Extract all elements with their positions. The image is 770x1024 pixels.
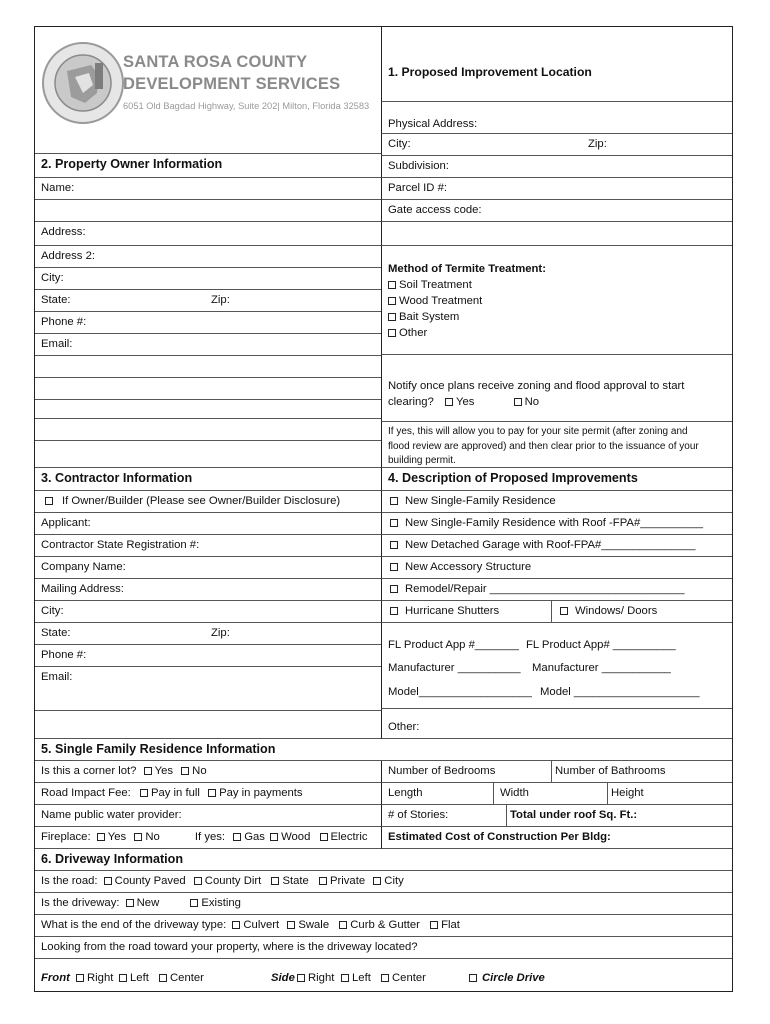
fuel-electric[interactable]: Electric — [320, 831, 368, 843]
checkbox-icon[interactable] — [297, 974, 305, 982]
notify-no-option[interactable]: No — [514, 396, 539, 408]
road-type-row: Is the road: County Paved County Dirt State Private City — [35, 871, 732, 893]
fuel-gas[interactable]: Gas — [233, 831, 265, 843]
email-label: Email: — [41, 338, 73, 350]
improvement-remodel[interactable]: Remodel/Repair _______________________________ — [381, 579, 732, 601]
front-left[interactable]: Left — [119, 971, 149, 985]
impact-fee-row: Road Impact Fee: Pay in full Pay in payments — [35, 783, 381, 805]
checkbox-icon[interactable] — [270, 833, 278, 841]
zip-label: Zip: — [211, 294, 230, 306]
checkbox-icon[interactable] — [287, 921, 295, 929]
driveway-location-question: Looking from the road toward your property, where is the driveway located? — [35, 937, 732, 959]
checkbox-icon[interactable] — [388, 281, 396, 289]
owner-blank-row[interactable] — [35, 378, 381, 400]
model-1[interactable]: Model__________________ — [388, 686, 532, 698]
end-curb-gutter[interactable]: Curb & Gutter — [339, 919, 420, 931]
fl-product-app-2[interactable]: FL Product App# __________ — [526, 639, 676, 651]
section2-title: 2. Property Owner Information — [35, 154, 381, 178]
bathrooms-field[interactable]: Number of Bathrooms — [555, 765, 666, 777]
checkbox-icon[interactable] — [390, 563, 398, 571]
org-name-line2: DEVELOPMENT SERVICES — [123, 75, 341, 93]
width-field[interactable]: Width — [500, 787, 529, 799]
org-name-line1: SANTA ROSA COUNTY — [123, 53, 308, 71]
checkbox-icon[interactable] — [181, 767, 189, 775]
road-county-dirt[interactable]: County Dirt — [194, 875, 262, 887]
corner-lot-row: Is this a corner lot? Yes No — [35, 761, 381, 783]
pay-payments-option[interactable]: Pay in payments — [208, 787, 303, 799]
cell-divider — [493, 783, 494, 804]
checkbox-icon[interactable] — [390, 497, 398, 505]
city-label: City: — [388, 138, 411, 150]
contractor-city-field[interactable]: City: — [35, 601, 381, 623]
height-field[interactable]: Height — [611, 787, 644, 799]
checkbox-icon[interactable] — [320, 833, 328, 841]
improvement-shutters[interactable]: Hurricane Shutters — [388, 604, 499, 618]
checkbox-icon[interactable] — [390, 607, 398, 615]
owner-address2-field[interactable] — [35, 246, 381, 268]
gate-code-field[interactable] — [381, 200, 732, 222]
checkbox-icon[interactable] — [144, 767, 152, 775]
location-blank-row[interactable] — [381, 222, 732, 246]
owner-blank-row[interactable] — [35, 356, 381, 378]
checkbox-icon[interactable] — [339, 921, 347, 929]
location-city-zip-field[interactable] — [381, 134, 732, 156]
checkbox-icon[interactable] — [134, 833, 142, 841]
checkbox-icon[interactable] — [232, 921, 240, 929]
improvement-other-field[interactable]: Other: — [381, 709, 732, 739]
road-county-paved[interactable]: County Paved — [104, 875, 186, 887]
manufacturer-1[interactable]: Manufacturer __________ — [388, 662, 521, 674]
parcel-id-label: Parcel ID #: — [388, 182, 448, 194]
length-field[interactable]: Length — [388, 787, 423, 799]
road-city[interactable]: City — [373, 875, 403, 887]
fireplace-row: Fireplace: Yes No If yes: Gas Wood Electric — [35, 827, 381, 849]
section3-title: 3. Contractor Information — [35, 468, 381, 491]
name-label: Name: — [41, 182, 75, 194]
notify-line2: clearing? Yes No — [388, 396, 540, 408]
owner-builder-option[interactable]: If Owner/Builder (Please see Owner/Builder Disclosure) — [35, 491, 381, 513]
checkbox-icon[interactable] — [319, 877, 327, 885]
checkbox-icon[interactable] — [194, 877, 202, 885]
checkbox-icon[interactable] — [390, 585, 398, 593]
checkbox-icon[interactable] — [514, 398, 522, 406]
physical-address-field[interactable] — [381, 102, 732, 134]
checkbox-icon[interactable] — [341, 974, 349, 982]
owner-blank-row[interactable] — [35, 400, 381, 419]
termite-option-bait[interactable]: Bait System — [388, 310, 459, 324]
cell-divider — [607, 783, 608, 804]
applicant-field[interactable]: Applicant: — [35, 513, 381, 535]
contractor-state-zip-field[interactable]: State: Zip: — [35, 623, 381, 645]
registration-field[interactable]: Contractor State Registration #: — [35, 535, 381, 557]
road-state[interactable]: State — [271, 875, 308, 887]
checkbox-icon[interactable] — [430, 921, 438, 929]
mailing-field[interactable]: Mailing Address: — [35, 579, 381, 601]
checkbox-icon[interactable] — [560, 607, 568, 615]
checkbox-icon[interactable] — [190, 899, 198, 907]
sqft-field[interactable]: Total under roof Sq. Ft.: — [510, 809, 638, 821]
section4-title: 4. Description of Proposed Improvements — [381, 468, 732, 491]
phone-label: Phone #: — [41, 316, 87, 328]
zip-label: Zip: — [588, 138, 607, 150]
manufacturer-2[interactable]: Manufacturer ___________ — [532, 662, 671, 674]
driveway-location-row — [35, 959, 732, 991]
owner-blank-row[interactable] — [35, 200, 381, 222]
gate-code-label: Gate access code: — [388, 204, 482, 216]
front-right[interactable]: Right — [76, 971, 113, 985]
product-approval-box — [381, 623, 732, 709]
owner-blank-row[interactable] — [35, 441, 381, 468]
section1-title: 1. Proposed Improvement Location — [381, 27, 732, 102]
model-2[interactable]: Model ____________________ — [540, 686, 700, 698]
company-field[interactable]: Company Name: — [35, 557, 381, 579]
notify-box — [381, 355, 732, 422]
cell-divider — [506, 805, 507, 826]
cell-divider — [551, 601, 552, 622]
end-culvert[interactable]: Culvert — [232, 919, 279, 931]
checkbox-icon[interactable] — [388, 297, 396, 305]
stories-row — [381, 805, 732, 827]
notify-yes-option[interactable]: Yes — [445, 396, 474, 408]
physical-address-label: Physical Address: — [388, 118, 478, 130]
checkbox-icon[interactable] — [390, 519, 398, 527]
improvement-shutters-row — [381, 601, 732, 623]
checkbox-icon[interactable] — [445, 398, 453, 406]
checkbox-icon[interactable] — [469, 974, 477, 982]
improvement-windows[interactable]: Windows/ Doors — [558, 604, 657, 618]
driveway-existing[interactable]: Existing — [190, 897, 241, 909]
side-center[interactable]: Center — [381, 971, 426, 985]
notify-line1: Notify once plans receive zoning and flood approval to start — [388, 380, 685, 392]
checkbox-icon[interactable] — [126, 899, 134, 907]
fireplace-no[interactable]: No — [134, 831, 159, 843]
checkbox-icon[interactable] — [104, 877, 112, 885]
section5-title: 5. Single Family Residence Information — [35, 739, 732, 761]
fuel-wood[interactable]: Wood — [270, 831, 310, 843]
end-swale[interactable]: Swale — [287, 919, 329, 931]
corner-yes[interactable]: Yes — [144, 765, 173, 777]
estimated-cost-field[interactable]: Estimated Cost of Construction Per Bldg: — [381, 827, 732, 849]
pay-full-option[interactable]: Pay in full — [140, 787, 200, 799]
fireplace-yes[interactable]: Yes — [97, 831, 126, 843]
state-label: State: — [41, 294, 71, 306]
dimensions-row — [381, 783, 732, 805]
driveway-status-row: Is the driveway: New Existing — [35, 893, 732, 915]
permit-form — [34, 26, 733, 992]
address-label: Address: — [41, 226, 86, 238]
stories-field[interactable]: # of Stories: — [388, 809, 449, 821]
contractor-phone-field[interactable]: Phone #: — [35, 645, 381, 667]
checkbox-icon[interactable] — [45, 497, 53, 505]
notify-note: If yes, this will allow you to pay for your site permit (after zoning and flood review are approved) and then clear prior to the issuance of your building permit. — [381, 422, 732, 468]
improvement-single-family-roof[interactable]: New Single-Family Residence with Roof -FPA#__________ — [381, 513, 732, 535]
checkbox-icon[interactable] — [233, 833, 241, 841]
checkbox-icon[interactable] — [388, 329, 396, 337]
checkbox-icon[interactable] — [390, 541, 398, 549]
termite-treatment-box — [381, 246, 732, 355]
front-label: Front — [41, 972, 70, 984]
checkbox-icon[interactable] — [140, 789, 148, 797]
owner-phone-field[interactable] — [35, 312, 381, 334]
checkbox-icon[interactable] — [271, 877, 279, 885]
road-private[interactable]: Private — [319, 875, 365, 887]
contractor-email-field[interactable]: Email: — [35, 667, 381, 711]
org-address: 6051 Old Bagdad Highway, Suite 202| Milton, Florida 32583 — [123, 101, 370, 111]
checkbox-icon[interactable] — [97, 833, 105, 841]
section6-title: 6. Driveway Information — [35, 849, 732, 871]
corner-no[interactable]: No — [181, 765, 206, 777]
owner-address-field[interactable] — [35, 222, 381, 246]
checkbox-icon[interactable] — [76, 974, 84, 982]
improvement-garage[interactable]: New Detached Garage with Roof-FPA#_______________ — [381, 535, 732, 557]
checkbox-icon[interactable] — [381, 974, 389, 982]
owner-state-zip-field[interactable] — [35, 290, 381, 312]
driveway-new[interactable]: New — [126, 897, 160, 909]
rooms-row — [381, 761, 732, 783]
front-center[interactable]: Center — [159, 971, 204, 985]
address2-label: Address 2: — [41, 250, 96, 262]
contractor-blank-row[interactable] — [35, 711, 381, 739]
city-label: City: — [41, 272, 64, 284]
improvement-accessory[interactable]: New Accessory Structure — [381, 557, 732, 579]
side-right[interactable]: Right — [297, 971, 334, 985]
termite-option-wood[interactable]: Wood Treatment — [388, 294, 482, 308]
side-left[interactable]: Left — [341, 971, 371, 985]
checkbox-icon[interactable] — [388, 313, 396, 321]
driveway-end-row: What is the end of the driveway type: Culvert Swale Curb & Gutter Flat — [35, 915, 732, 937]
fl-product-app-1[interactable]: FL Product App #_______ — [388, 639, 519, 651]
bedrooms-field[interactable]: Number of Bedrooms — [388, 765, 496, 777]
owner-name-field[interactable] — [35, 178, 381, 200]
improvement-single-family[interactable]: New Single-Family Residence — [381, 491, 732, 513]
subdivision-field[interactable] — [381, 156, 732, 178]
water-provider-field[interactable]: Name public water provider: — [35, 805, 381, 827]
owner-email-field[interactable] — [35, 334, 381, 356]
owner-blank-row[interactable] — [35, 419, 381, 441]
checkbox-icon[interactable] — [159, 974, 167, 982]
termite-option-soil[interactable]: Soil Treatment — [388, 278, 472, 292]
subdivision-label: Subdivision: — [388, 160, 449, 172]
parcel-id-field[interactable] — [381, 178, 732, 200]
termite-option-other[interactable]: Other — [388, 326, 427, 340]
county-seal-icon — [41, 41, 125, 125]
checkbox-icon[interactable] — [373, 877, 381, 885]
checkbox-icon[interactable] — [119, 974, 127, 982]
side-label: Side — [271, 972, 295, 984]
header-logo-area — [35, 27, 381, 153]
termite-title: Method of Termite Treatment: — [388, 263, 546, 275]
owner-city-field[interactable] — [35, 268, 381, 290]
cell-divider — [551, 761, 552, 782]
end-flat[interactable]: Flat — [430, 919, 460, 931]
circle-drive-option[interactable]: Circle Drive — [469, 971, 545, 985]
checkbox-icon[interactable] — [208, 789, 216, 797]
